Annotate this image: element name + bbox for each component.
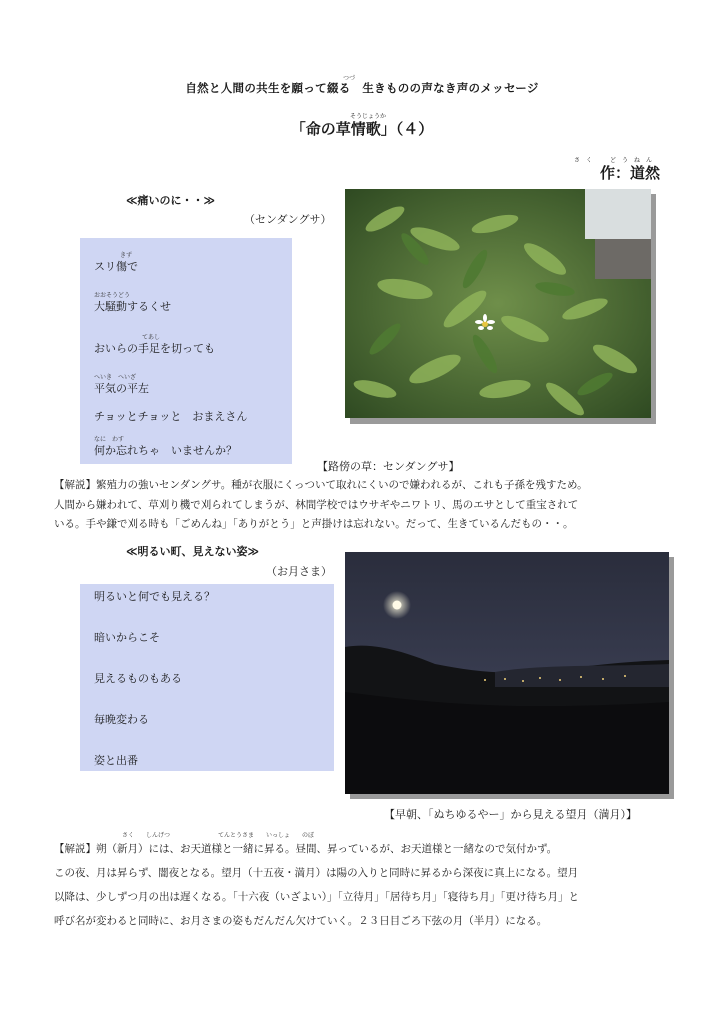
title-ruby: そうじょうか <box>349 113 386 120</box>
poem-line: 見えるものもある <box>94 672 182 685</box>
commentary-1 <box>54 476 672 535</box>
poem-line: 平気の平左 <box>94 382 149 395</box>
commentary-line: 人間から嫌われて、草刈り機で刈られてしまうが、林間学校ではウサギやニワトリ、馬のエサとして重宝されて <box>54 498 579 511</box>
header-line: 自然と人間の共生を願って綴る 生きものの声なき声のメッセージ <box>185 81 539 95</box>
poem-line: 何か忘れちゃ いませんか？ <box>94 444 237 457</box>
poem-box-2 <box>80 584 334 771</box>
poem-line: 暗いからこそ <box>94 631 160 644</box>
section2-title: ≪明るい町、見えない姿≫ <box>126 545 260 558</box>
commentary-ruby: さく しんげつ てんとうさま いっしょ のぼ <box>122 832 315 839</box>
commentary-line: いる。手や鎌で刈る時も「ごめんね」「ありがとう」と声掛けは忘れない。だって、生きているんだもの・・。 <box>54 518 574 530</box>
photo-caption-2: 【早朝、「ぬちゆるやー」から見える望月（満月）】 <box>384 808 637 821</box>
photo-caption-1: 【路傍の草：センダングサ】 <box>317 460 460 473</box>
commentary-line: 呼び名が変わると同時に、お月さまの姿もだんだん欠けていく。２３日目ごろ下弦の月（半月）になる。 <box>54 915 548 927</box>
poem-line: チョッとチョッと おまえさん <box>94 410 248 423</box>
poem-ruby: おおそうどう <box>94 292 131 299</box>
poem-line: 姿と出番 <box>94 754 138 767</box>
poem-line: 大騒動するくせ <box>94 300 171 313</box>
commentary-line: 【解説】朔（新月）には、お天道様と一緒に昇る。昼間、昇っているが、お天道様と一緒なので気付かず。 <box>54 843 558 855</box>
poem-line: 毎晩変わる <box>94 713 149 726</box>
author: 作：道然 <box>599 164 660 182</box>
poem-line: おいらの手足を切っても <box>94 342 215 355</box>
page-title: 「命の草情歌」（４） <box>290 120 434 138</box>
commentary-2 <box>54 837 672 933</box>
poem-ruby: へいき へいざ <box>94 374 137 381</box>
plant-photo <box>345 189 651 418</box>
commentary-line: 【解説】繁殖力の強いセンダングサ。種が衣服にくっついて取れにくいので嫌われるが、これも子孫を残すため。 <box>54 479 588 491</box>
poem-ruby: なに わす <box>94 436 125 443</box>
section1-title: ≪痛いのに・・≫ <box>126 194 216 207</box>
poem-box-1 <box>80 238 292 464</box>
section2-subtitle: （お月さま） <box>266 565 332 578</box>
poem-ruby: きず <box>120 252 133 259</box>
commentary-line: この夜、月は昇らず、闇夜となる。望月（十五夜・満月）は陽の入りと同時に昇るから深夜に真上になる。望月 <box>54 867 579 879</box>
moon-image <box>345 552 669 794</box>
poem-ruby: てあし <box>142 334 161 341</box>
moon-photo <box>345 552 669 794</box>
poem-line: 明るいと何でも見える？ <box>94 590 215 603</box>
plant-image <box>345 189 651 418</box>
header-ruby: つづ <box>343 75 356 82</box>
poem-line: スリ傷で <box>94 260 138 273</box>
author-ruby: さく どうねん <box>573 157 658 164</box>
moon-icon <box>393 601 402 610</box>
commentary-line: 以降は、少しずつ月の出は遅くなる。「十六夜（いざよい）」「立待月」「居待ち月」「寝待ち月」「更け待ち月」と <box>54 891 579 903</box>
section1-subtitle: （センダングサ） <box>244 213 332 226</box>
